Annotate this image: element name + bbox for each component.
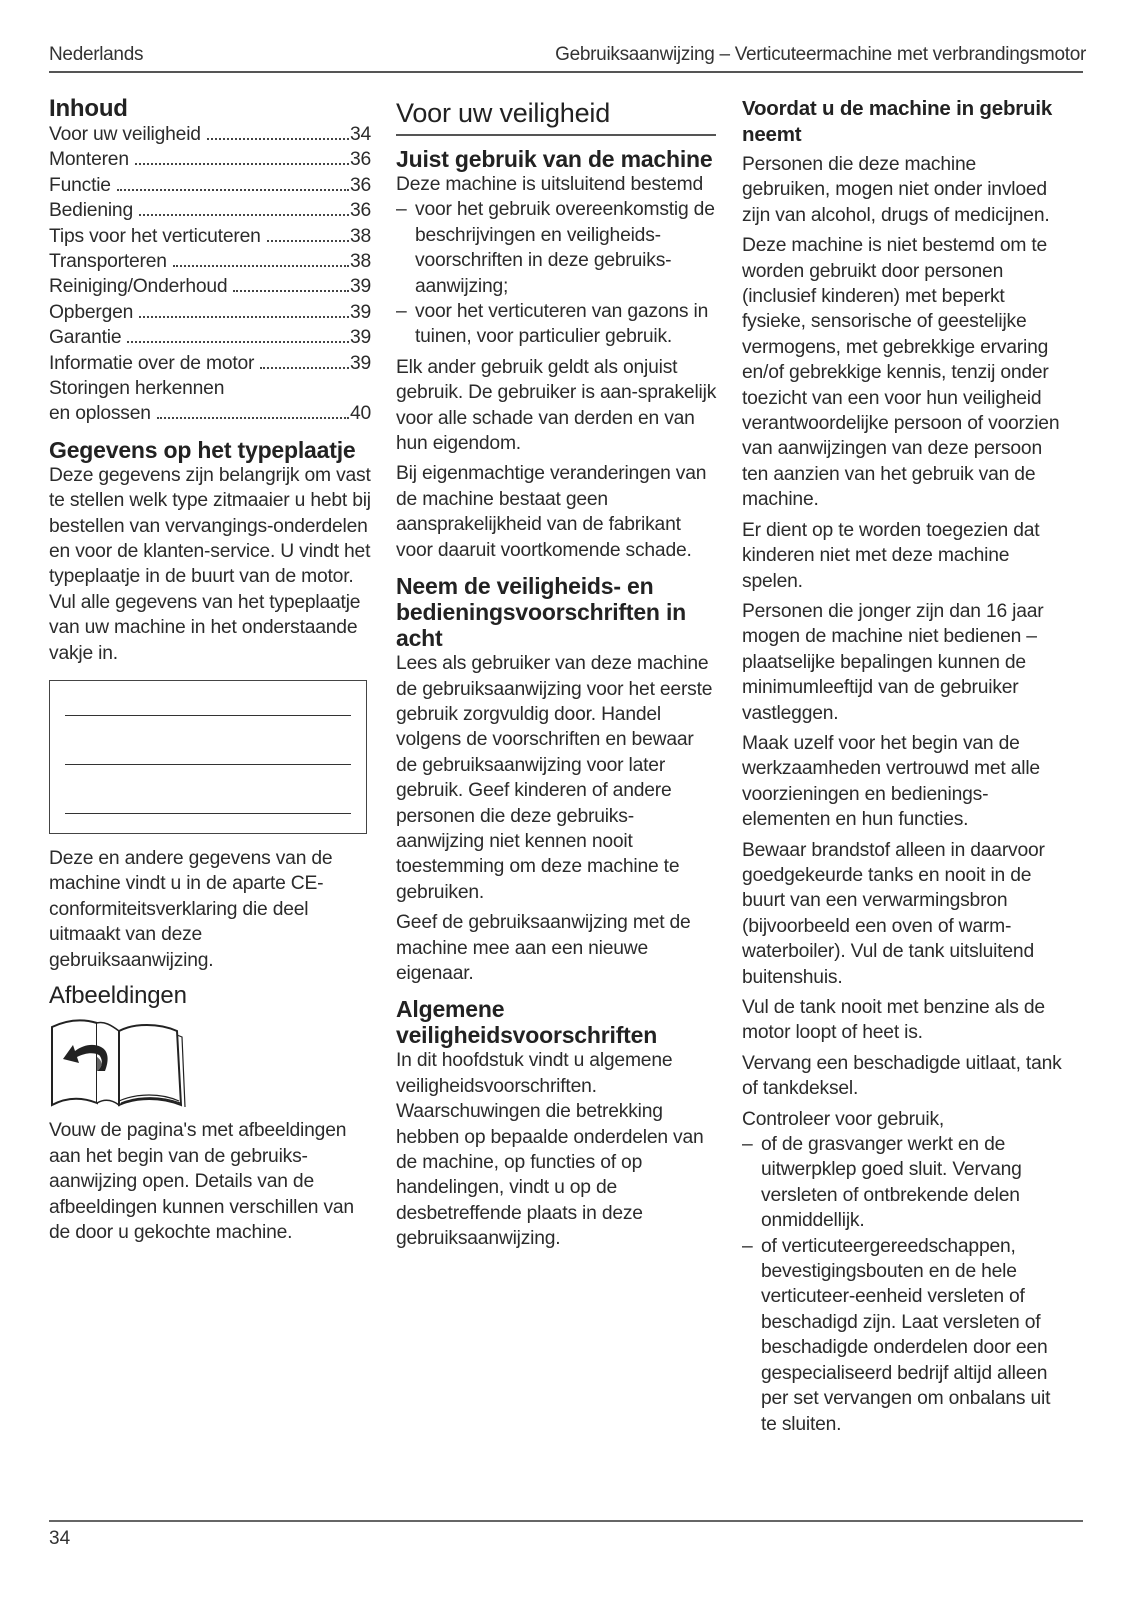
footer-rule (49, 1520, 1083, 1522)
header-language: Nederlands (49, 44, 144, 65)
images-section (49, 983, 371, 1245)
paragraph: Elk ander gebruik geldt als onjuist gebruik. De gebruiker is aan-sprakelijk voor alle schade van derden en van hun eigendom. (396, 356, 717, 455)
section-heading: Voordat u de machine in gebruik neemt (742, 97, 1053, 146)
toc-item[interactable]: Informatie over de motor 39 (49, 352, 371, 374)
page-number: 34 (49, 1528, 71, 1549)
paragraph: Controleer voor gebruik, (742, 1108, 945, 1130)
typeplate-section (49, 437, 371, 973)
list-item: – voor het verticuteren van gazons in tuinen, voor particulier gebruik. (396, 299, 718, 350)
entry-line[interactable] (65, 764, 351, 766)
paragraph: Bewaar brandstof alleen in daarvoor goedgekeurde tanks en nooit in de buurt van een verwarmingsbron (bijvoorbeeld een oven of warm-waterboiler). Vul de tank uitsluitend buitenshuis. (742, 839, 1045, 988)
paragraph: Vouw de pagina's met afbeeldingen aan het begin van de gebruiks-aanwijzing open. Details van de afbeeldingen kunnen verschillen van de door u gekochte machine. (49, 1120, 354, 1243)
paragraph: Deze gegevens zijn belangrijk om vast te stellen welk type zitmaaier u hebt bij bestellen van vervangings-onderdelen en voor de klanten-service. U vindt het typeplaatje in de buurt van de motor. Vul alle gegevens van het typeplaatje van uw machine in het onderstaande vakje in. (49, 464, 371, 664)
proper-use-section (396, 146, 718, 563)
toc-title: Inhoud (49, 95, 128, 122)
bullet-list (742, 1132, 1064, 1437)
column-2 (396, 96, 718, 1257)
typeplate-entry-box[interactable] (49, 680, 367, 834)
paragraph: Deze machine is uitsluitend bestemd (396, 174, 704, 195)
entry-line[interactable] (65, 813, 351, 815)
toc-item[interactable]: Transporteren 38 (49, 250, 371, 272)
list-item: – voor het gebruik overeenkomstig de beschrijvingen en veiligheids-voorschriften in deze gebruiks-aanwijzing; (396, 197, 718, 299)
general-safety-section (396, 996, 718, 1251)
section-heading: Gegevens op het typeplaatje (49, 436, 356, 463)
header-rule (49, 71, 1083, 73)
paragraph: Vervang een beschadigde uitlaat, tank of tankdeksel. (742, 1052, 1062, 1100)
toc-item[interactable]: Garantie 39 (49, 327, 371, 349)
toc-item[interactable]: Reiniging/Onderhoud 39 (49, 276, 371, 298)
toc-item[interactable]: Opbergen 39 (49, 301, 371, 323)
page-header (49, 44, 1086, 70)
table-of-contents (49, 122, 371, 427)
paragraph: Maak uzelf voor het begin van de werkzaamheden vertrouwd met alle voorzieningen en bedienings-elementen en hun functies. (742, 732, 1040, 831)
paragraph: Vul de tank nooit met benzine als de motor loopt of heet is. (742, 997, 1045, 1044)
paragraph: Bij eigenmachtige veranderingen van de machine bestaat geen aansprakelijkheid van de fabrikant voor daaruit voortkomende schade. (396, 463, 707, 561)
paragraph: Lees als gebruiker van deze machine de gebruiksaanwijzing voor het eerste gebruik zorgvuldig door. Handel volgens de voorschriften en bewaar de gebruiksaanwijzing voor later gebruik. Geef kinderen of andere personen die deze gebruiks-aanwijzing niet kennen nooit toestemming om deze machine te gebruiken. (396, 653, 713, 903)
paragraph: Geef de gebruiksaanwijzing met de machine mee aan een nieuwe eigenaar. (396, 912, 691, 984)
toc-item[interactable]: Voor uw veiligheid 34 (49, 124, 371, 145)
toc-item[interactable]: Tips voor het verticuteren 38 (49, 225, 371, 247)
paragraph: Deze en andere gegevens van de machine vindt u in de aparte CE-conformiteitsverklaring die deel uitmaakt van deze gebruiksaanwijzing. (49, 847, 333, 971)
toc-item[interactable]: Monteren 36 (49, 149, 371, 171)
section-heading: Juist gebruik van de machine (396, 146, 713, 172)
observe-rules-section (396, 573, 718, 986)
column-1 (49, 96, 371, 1250)
paragraph: Deze machine is niet bestemd om te worden gebruikt door personen (inclusief kinderen) met beperkt fysieke, sensorische of geestelijke vermogens, met gebrekkige ervaring en/of gebrekkige kennis, tenzij onder toezicht van een voor hun veiligheid verantwoordelijke persoon of voorzien van aanwijzingen van deze persoon ten aanzien van het gebruik van de machine. (742, 235, 1060, 511)
list-item: – of de grasvanger werkt en de uitwerpklep goed sluit. Vervang versleten of ontbrekende delen onmiddellijk. (742, 1132, 1064, 1234)
section-heading: Algemene veiligheidsvoorschriften (396, 996, 658, 1049)
toc-item[interactable]: Bediening 36 (49, 200, 371, 222)
section-heading: Neem de veiligheids- en bedieningsvoorschriften in acht (396, 573, 687, 652)
fold-out-book-icon (49, 1015, 189, 1107)
paragraph: In dit hoofdstuk vindt u algemene veiligheidsvoorschriften. Waarschuwingen die betrekking hebben op bepaalde onderdelen van de machine, op functies of op handelingen, vindt u op de desbetreffende plaats in deze gebruiksaanwijzing. (396, 1050, 704, 1250)
paragraph: Personen die deze machine gebruiken, mogen niet onder invloed zijn van alcohol, drugs of medicijnen. (742, 154, 1050, 226)
toc-item[interactable]: Storingen herkennen en oplossen 40 (49, 377, 371, 425)
bullet-list (396, 197, 718, 349)
header-title: Gebruiksaanwijzing – Verticuteermachine met verbrandingsmotor (555, 44, 1086, 65)
column-3 (742, 96, 1064, 1442)
section-heading: Afbeeldingen (49, 981, 187, 1009)
paragraph: Er dient op te worden toegezien dat kinderen niet met deze machine spelen. (742, 519, 1040, 592)
chapter-title: Voor uw veiligheid (396, 98, 611, 128)
toc-item[interactable]: Functie 36 (49, 174, 371, 196)
entry-line[interactable] (65, 715, 351, 717)
paragraph: Personen die jonger zijn dan 16 jaar mogen de machine niet bedienen – plaatselijke bepalingen kunnen de minimumleeftijd van de gebruiker vastleggen. (742, 600, 1044, 724)
list-item: – of verticuteergereedschappen, bevestigingsbouten en de hele verticuteer-eenheid versleten of beschadigd zijn. Laat versleten of beschadigde onderdelen door een gespecialiseerd bedrijf altijd alleen per set vervangen om onbalans uit te sluiten. (742, 1234, 1064, 1437)
